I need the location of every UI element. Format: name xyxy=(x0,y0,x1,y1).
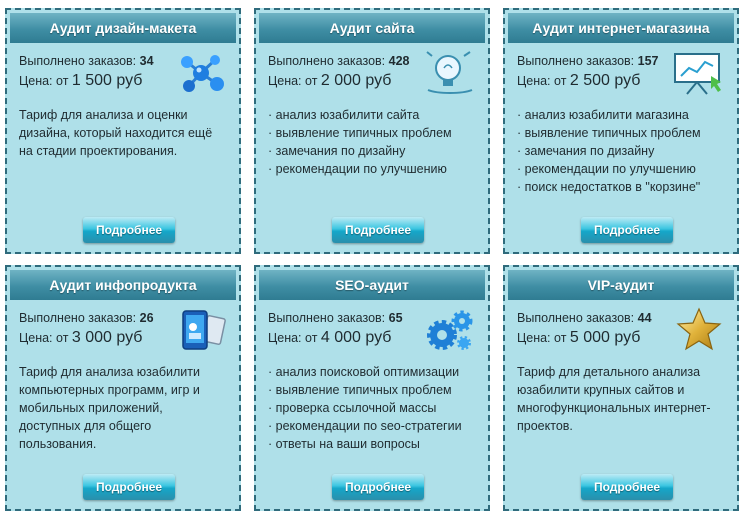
orders-label: Выполнено заказов: xyxy=(19,311,137,325)
list-item: · замечания по дизайну xyxy=(268,142,478,160)
presentation-board-icon xyxy=(673,50,725,96)
price-value: 4 000 руб xyxy=(320,329,392,346)
tablet-icon xyxy=(175,307,227,353)
list-item: · выявление типичных проблем xyxy=(517,124,727,142)
feature-list xyxy=(268,363,478,453)
tariff-card-vip-audit xyxy=(503,265,739,511)
list-item: · замечания по дизайну xyxy=(517,142,727,160)
price-value: 3 000 руб xyxy=(71,329,143,346)
orders-label: Выполнено заказов: xyxy=(517,311,635,325)
gold-star-icon xyxy=(673,307,725,353)
orders-count: 34 xyxy=(139,54,154,68)
list-item: · рекомендации по улучшению xyxy=(268,160,478,178)
card-description: Тариф для анализа юзабилити компьютерных программ, игр и мобильных приложений, доступных для общего пользования. xyxy=(19,365,200,451)
card-meta xyxy=(517,309,652,349)
price-prefix: от xyxy=(56,74,69,88)
gears-icon xyxy=(424,307,476,353)
tariff-card-infoproduct-audit xyxy=(5,265,241,511)
card-meta xyxy=(19,52,154,92)
price-prefix: от xyxy=(554,331,567,345)
card-meta xyxy=(268,309,403,349)
list-item: · рекомендации по seo-стратегии xyxy=(268,417,478,435)
tariff-card-shop-audit xyxy=(503,8,739,254)
list-item: · анализ юзабилити сайта xyxy=(268,106,478,124)
molecule-icon xyxy=(175,50,227,96)
details-button[interactable]: Подробнее xyxy=(83,474,175,500)
price-value: 5 000 руб xyxy=(569,329,641,346)
tariff-card-seo-audit xyxy=(254,265,490,511)
price-value: 1 500 руб xyxy=(71,72,143,89)
list-item: · поиск недостатков в "корзине" xyxy=(517,178,727,196)
list-item: · проверка ссылочной массы xyxy=(268,399,478,417)
orders-count: 157 xyxy=(637,54,659,68)
orders-label: Выполнено заказов: xyxy=(268,311,386,325)
price-label: Цена: xyxy=(517,331,551,345)
price-prefix: от xyxy=(56,331,69,345)
feature-list xyxy=(517,106,727,196)
list-item: · анализ юзабилити магазина xyxy=(517,106,727,124)
list-item: · рекомендации по улучшению xyxy=(517,160,727,178)
price-label: Цена: xyxy=(268,331,302,345)
list-item: · выявление типичных проблем xyxy=(268,124,478,142)
orders-count: 44 xyxy=(637,311,652,325)
tariff-card-site-audit xyxy=(254,8,490,254)
orders-count: 26 xyxy=(139,311,154,325)
feature-list xyxy=(268,106,478,178)
card-meta xyxy=(517,52,658,92)
lightbulb-icon xyxy=(424,50,476,96)
price-label: Цена: xyxy=(517,74,551,88)
price-prefix: от xyxy=(305,331,318,345)
orders-label: Выполнено заказов: xyxy=(268,54,386,68)
price-prefix: от xyxy=(305,74,318,88)
tariff-card-design-audit xyxy=(5,8,241,254)
price-value: 2 500 руб xyxy=(569,72,641,89)
card-meta xyxy=(19,309,154,349)
card-description: Тариф для детального анализа юзабилити крупных сайтов и многофункциональных интернет-проектов. xyxy=(517,365,711,433)
list-item: · анализ поисковой оптимизации xyxy=(268,363,478,381)
orders-label: Выполнено заказов: xyxy=(517,54,635,68)
details-button[interactable]: Подробнее xyxy=(83,217,175,243)
card-title: Аудит сайта xyxy=(259,13,485,43)
price-prefix: от xyxy=(554,74,567,88)
details-button[interactable]: Подробнее xyxy=(332,474,424,500)
price-label: Цена: xyxy=(19,74,53,88)
card-title: Аудит дизайн-макета xyxy=(10,13,236,43)
list-item: · выявление типичных проблем xyxy=(268,381,478,399)
orders-count: 65 xyxy=(388,311,403,325)
orders-count: 428 xyxy=(388,54,410,68)
price-label: Цена: xyxy=(19,331,53,345)
card-title: Аудит инфопродукта xyxy=(10,270,236,300)
card-description: Тариф для анализа и оценки дизайна, который находится ещё на стадии проектирования. xyxy=(19,108,213,158)
price-label: Цена: xyxy=(268,74,302,88)
card-title: Аудит интернет-магазина xyxy=(508,13,734,43)
card-meta xyxy=(268,52,409,92)
card-title: SEO-аудит xyxy=(259,270,485,300)
orders-label: Выполнено заказов: xyxy=(19,54,137,68)
details-button[interactable]: Подробнее xyxy=(332,217,424,243)
list-item: · ответы на ваши вопросы xyxy=(268,435,478,453)
card-title: VIP-аудит xyxy=(508,270,734,300)
details-button[interactable]: Подробнее xyxy=(581,474,673,500)
price-value: 2 000 руб xyxy=(320,72,392,89)
details-button[interactable]: Подробнее xyxy=(581,217,673,243)
